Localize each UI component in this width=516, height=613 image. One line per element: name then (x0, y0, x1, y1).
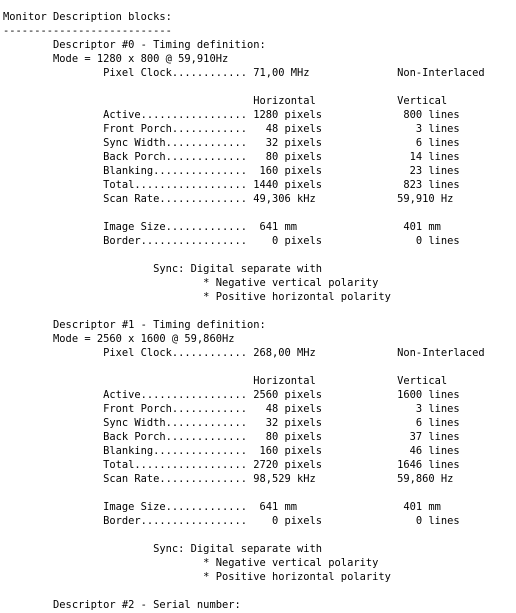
text-line: --------------------------- (3, 25, 172, 37)
text-line (3, 304, 485, 318)
monitor-description-text (3, 10, 485, 612)
text-line: Horizontal Vertical (3, 95, 448, 107)
text-line: Total.................. 2720 pixels 1646 lines (3, 459, 460, 471)
text-line: * Positive horizontal polarity (3, 291, 391, 303)
text-line (3, 248, 485, 262)
text-line: Mode = 2560 x 1600 @ 59,860Hz (3, 333, 235, 345)
text-line: Sync: Digital separate with (3, 263, 323, 275)
text-line: * Negative vertical polarity (3, 557, 379, 569)
text-line: Horizontal Vertical (3, 375, 448, 387)
text-line: Border................. 0 pixels 0 lines (3, 235, 460, 247)
text-line: * Negative vertical polarity (3, 277, 379, 289)
text-line: Sync: Digital separate with (3, 543, 323, 555)
text-line: Total.................. 1440 pixels 823 lines (3, 179, 460, 191)
text-line (3, 206, 485, 220)
text-line: Scan Rate.............. 49,306 kHz 59,910 Hz (3, 193, 454, 205)
text-line: Active................. 2560 pixels 1600 lines (3, 389, 460, 401)
text-line: Descriptor #0 - Timing definition: (3, 39, 266, 51)
text-line: Back Porch............. 80 pixels 37 lines (3, 431, 460, 443)
text-line (3, 584, 485, 598)
text-line: Mode = 1280 x 800 @ 59,910Hz (3, 53, 229, 65)
text-line: Pixel Clock............ 71,00 MHz Non-Interlaced (3, 67, 485, 79)
text-line: Sync Width............. 32 pixels 6 lines (3, 417, 460, 429)
text-line (3, 486, 485, 500)
text-line: Pixel Clock............ 268,00 MHz Non-Interlaced (3, 347, 485, 359)
text-line: Sync Width............. 32 pixels 6 lines (3, 137, 460, 149)
text-line: Back Porch............. 80 pixels 14 lines (3, 151, 460, 163)
text-line (3, 360, 485, 374)
text-line (3, 80, 485, 94)
text-line: Front Porch............ 48 pixels 3 lines (3, 123, 460, 135)
text-line: Front Porch............ 48 pixels 3 lines (3, 403, 460, 415)
text-line: Monitor Description blocks: (3, 11, 172, 23)
text-line: Active................. 1280 pixels 800 lines (3, 109, 460, 121)
text-line: * Positive horizontal polarity (3, 571, 391, 583)
text-line (3, 528, 485, 542)
text-line: Border................. 0 pixels 0 lines (3, 515, 460, 527)
text-line: Descriptor #2 - Serial number: (3, 599, 241, 611)
text-line: Scan Rate.............. 98,529 kHz 59,860 Hz (3, 473, 454, 485)
text-line: Blanking............... 160 pixels 23 lines (3, 165, 460, 177)
text-line: Image Size............. 641 mm 401 mm (3, 501, 441, 513)
text-line: Descriptor #1 - Timing definition: (3, 319, 266, 331)
text-line: Blanking............... 160 pixels 46 lines (3, 445, 460, 457)
text-line: Image Size............. 641 mm 401 mm (3, 221, 441, 233)
